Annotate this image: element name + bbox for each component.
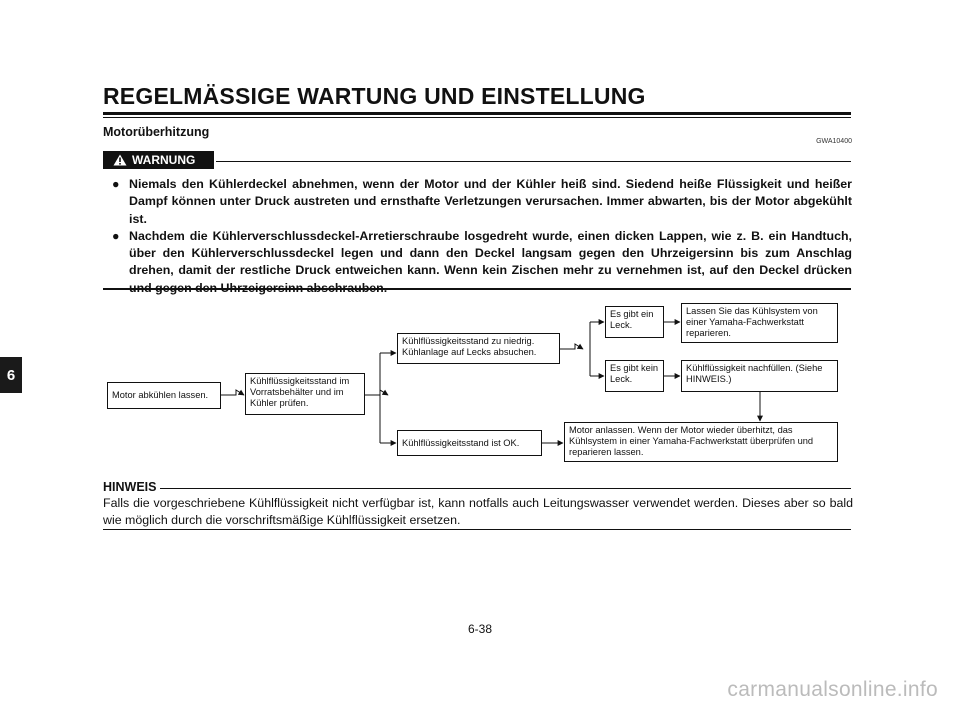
flow-step-repair: Lassen Sie das Kühlsystem von einer Yamaha-Fachwerkstatt reparieren. [681, 303, 838, 343]
warning-label: WARNUNG [132, 153, 196, 167]
section-title: Motorüberhitzung [103, 125, 210, 139]
flow-step-check-level: Kühlflüssigkeitsstand im Vorratsbehälter und im Kühler prüfen. [245, 373, 365, 415]
flow-step-no-leak: Es gibt kein Leck. [605, 360, 664, 392]
flow-step-leak: Es gibt ein Leck. [605, 306, 664, 338]
bullet: ● [112, 228, 120, 243]
warning-item-text: Nachdem die Kühlerverschlussdeckel-Arretierschraube losgedreht wurde, einen dicken Lappen, wie z. B. ein Handtuch, über den Kühlerverschlussdeckel legen und dann den Deckel langsam gegen den Uhrzeigersinn bis zum Anschlag drehen, damit der restliche Druck entweichen kann. Wenn kein Zischen mehr zu vernehmen ist, auf den Deckel drücken und gegen den Uhrzeigersinn abschrauben. [129, 228, 852, 295]
hinweis-label: HINWEIS [103, 480, 157, 494]
flow-step-level-ok: Kühlflüssigkeitsstand ist OK. [397, 430, 542, 456]
chapter-tab: 6 [0, 357, 22, 393]
page-title: REGELMÄSSIGE WARTUNG UND EINSTELLUNG [103, 83, 646, 109]
flow-step-cool-engine: Motor abkühlen lassen. [107, 382, 221, 409]
arrow-right-icon [221, 390, 244, 395]
hinweis-rule [160, 488, 851, 489]
bullet: ● [112, 177, 120, 191]
page-number: 6-38 [467, 622, 493, 636]
arrow-right-icon [560, 344, 583, 349]
arrow-right-icon [365, 390, 388, 395]
flow-step-level-low: Kühlflüssigkeitsstand zu niedrig. Kühlanlage auf Lecks absuchen. [397, 333, 560, 364]
document-code: GWA10400 [816, 138, 852, 145]
warning-item-text: Niemals den Kühlerdeckel abnehmen, wenn der Motor und der Kühler heiß sind. Siedend heiße Flüssigkeit und heißer Dampf können unter Druck austreten und ernsthafte Verletzungen verursachen. Immer abwarten, bis der Motor abgekühlt ist. [129, 177, 852, 226]
hinweis-text: Falls die vorgeschriebene Kühlflüssigkeit nicht verfügbar ist, kann notfalls auch Leitungswasser verwendet werden. Dieses aber so bald wie möglich durch die vorschriftsmäßige Kühlflüssigkeit ersetzen. [103, 496, 853, 527]
flow-step-refill: Kühlflüssigkeit nachfüllen. (Siehe HINWEIS.) [681, 360, 838, 392]
flow-step-start-engine: Motor anlassen. Wenn der Motor wieder überhitzt, das Kühlsystem in einer Yamaha-Fachwerkstatt überprüfen und reparieren lassen. [564, 422, 838, 462]
watermark: carmanualsonline.info [727, 678, 938, 701]
hinweis-end-rule [103, 529, 851, 530]
